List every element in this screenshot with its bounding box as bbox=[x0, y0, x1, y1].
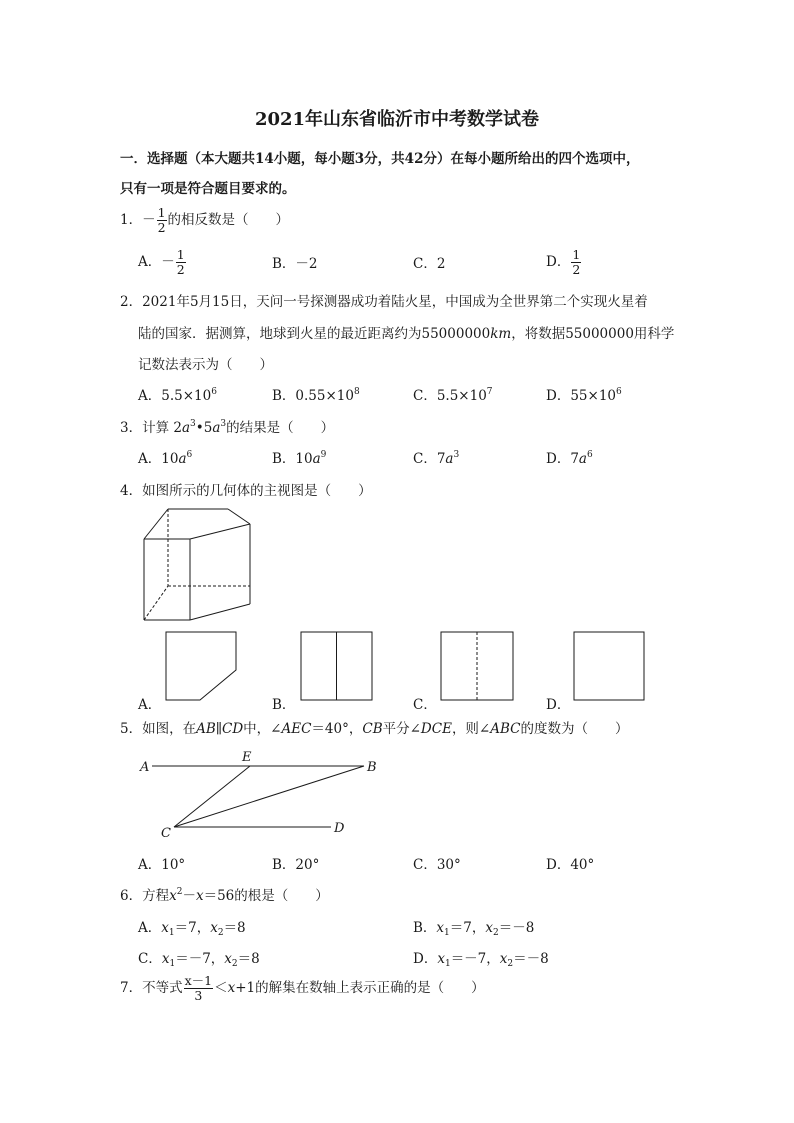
q4-option-b-label: B． bbox=[272, 697, 296, 713]
point-c-label: C bbox=[161, 826, 171, 841]
question-4: 4．如图所示的几何体的主视图是（ ） bbox=[120, 483, 372, 499]
q1-option-c: C．2 bbox=[413, 256, 446, 272]
q4-option-c-figure bbox=[440, 630, 515, 702]
q5-parallel-lines-figure bbox=[138, 748, 388, 840]
point-b-label: B bbox=[367, 760, 377, 775]
q6-option-c: C．$x_1=-7$，$x_2=8$ bbox=[138, 951, 260, 969]
q3-option-a: A．$10a^6$ bbox=[138, 450, 193, 467]
q3-option-b: B．$10a^9$ bbox=[272, 450, 327, 467]
q2-option-a: A．$5.5\times 10^6$ bbox=[138, 387, 217, 404]
section-heading-line-2: 只有一项是符合题目要求的。 bbox=[120, 181, 296, 197]
q4-option-a-figure bbox=[164, 630, 239, 702]
fraction: $\frac{x-1}{3}$ bbox=[184, 973, 213, 1003]
question-6: 6．方程$x^2-x=56$的根是（ ） bbox=[120, 887, 329, 904]
question-5: 5．如图，在AB∥CD中，∠AEC＝40°，CB平分∠DCE，则∠ABC的度数为（ ） bbox=[120, 721, 629, 737]
page-title: 2021年山东省临沂市中考数学试卷 bbox=[254, 109, 540, 130]
q5-option-c: C．30° bbox=[413, 857, 461, 873]
fraction: $\frac{1}{2}$ bbox=[157, 205, 166, 235]
q6-option-a: A．$x_1=7$，$x_2=8$ bbox=[138, 920, 246, 938]
q5-option-b: B．20° bbox=[272, 857, 320, 873]
question-3: 3．计算 $2a^3•5a^3$的结果是（ ） bbox=[120, 419, 335, 436]
q1-option-d: D． $\frac{1}{2}$ bbox=[546, 247, 581, 277]
q4-option-d-label: D． bbox=[546, 697, 571, 713]
question-7: 7．不等式 $\frac{x-1}{3}$ ＜x+1的解集在数轴上表示正确的是（ ） bbox=[120, 973, 485, 1003]
q2-option-c: C．$5.5\times 10^7$ bbox=[413, 387, 493, 404]
section-heading-line-1: 一．选择题（本大题共14小题，每小题3分，共42分）在每小题所给出的四个选项中， bbox=[120, 151, 640, 167]
q3-option-d: D．$7a^6$ bbox=[546, 450, 593, 467]
q4-option-d-figure bbox=[573, 630, 646, 702]
q4-option-c-label: C． bbox=[413, 697, 437, 713]
q5-option-d: D．40° bbox=[546, 857, 595, 873]
q3-option-c: C．$7a^3$ bbox=[413, 450, 460, 467]
q6-option-b: B．$x_1=7$，$x_2=-8$ bbox=[413, 920, 535, 938]
q1-option-b: B．－2 bbox=[272, 256, 318, 272]
question-2-line-3: 记数法表示为（ ） bbox=[138, 357, 273, 373]
q2-option-d: D．$55\times 10^6$ bbox=[546, 387, 622, 404]
q1-option-a: A．－ $\frac{1}{2}$ bbox=[138, 247, 185, 277]
point-a-label: A bbox=[140, 760, 150, 775]
q5-option-a: A．10° bbox=[138, 857, 186, 873]
q4-option-a-label: A． bbox=[138, 697, 162, 713]
q4-option-b-figure bbox=[300, 630, 374, 702]
question-2-line-1: 2．2021年5月15日，天问一号探测器成功着陆火星，中国成为全世界第二个实现火星着 bbox=[120, 294, 648, 310]
question-1: 1．－ $\frac{1}{2}$ 的相反数是（ ） bbox=[120, 205, 290, 235]
point-d-label: D bbox=[334, 821, 345, 836]
q4-solid-figure bbox=[138, 504, 258, 624]
q6-option-d: D．$x_1=-7$，$x_2=-8$ bbox=[413, 951, 549, 969]
q2-option-b: B．$0.55\times 10^8$ bbox=[272, 387, 360, 404]
question-2-line-2: 陆的国家．据测算，地球到火星的最近距离约为55000000km，将数据55000000用科学 bbox=[138, 326, 675, 342]
point-e-label: E bbox=[242, 750, 252, 765]
